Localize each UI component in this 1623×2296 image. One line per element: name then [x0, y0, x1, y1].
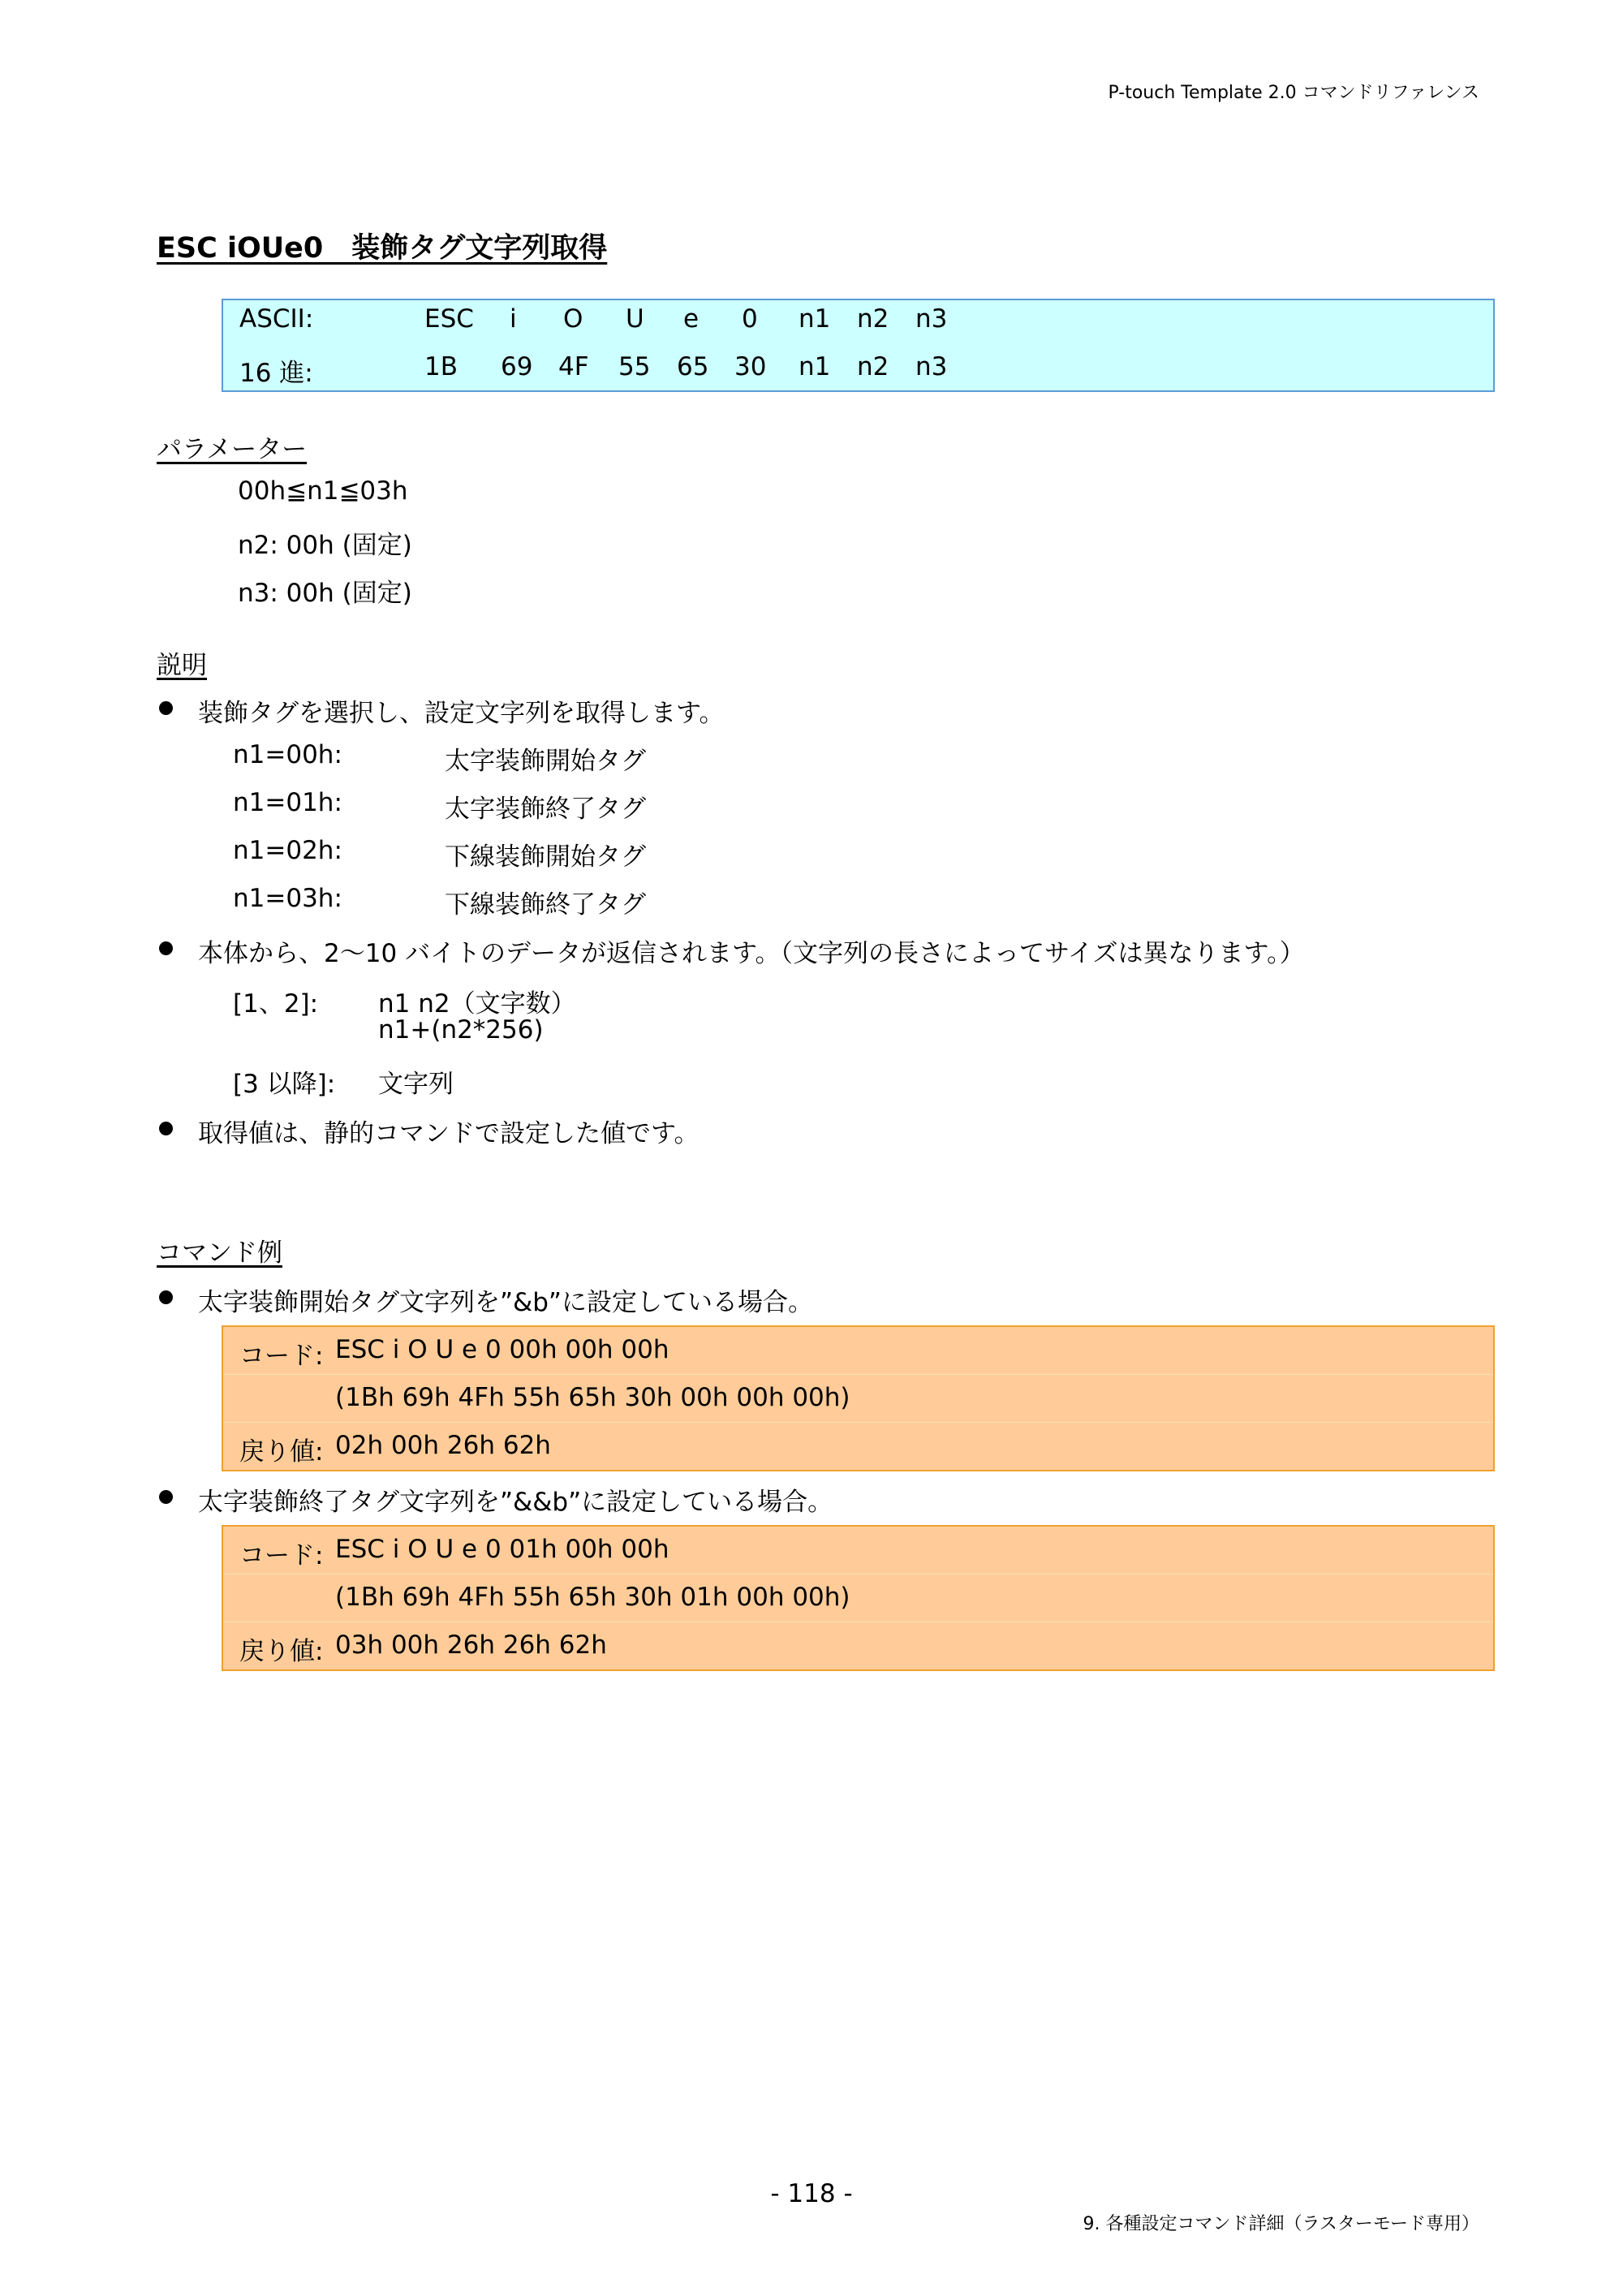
ascii-value: n3	[915, 304, 948, 334]
footer-section: 9. 各種設定コマンド詳細（ラスターモード専用）	[1083, 2214, 1479, 2234]
ascii-row	[239, 304, 1457, 337]
code-label: コード:	[239, 1342, 324, 1371]
examples-heading: コマンド例	[157, 1238, 282, 1268]
bullet-icon	[159, 1490, 173, 1504]
bullet-icon	[159, 941, 173, 955]
row-divider	[223, 1374, 1493, 1375]
command-syntax-box	[222, 299, 1495, 392]
hex-value: 69	[501, 352, 533, 381]
parameter-line: 00h≦n1≦03h	[238, 476, 408, 506]
option-value: 太字装飾終了タグ	[445, 795, 646, 824]
ascii-label: ASCII:	[239, 304, 314, 334]
description-bullet: 取得値は、静的コマンドで設定した値です。	[198, 1119, 700, 1148]
description-bullet: 本体から、2～10 バイトのデータが返信されます。（文字列の長さによってサイズは異なります。）	[198, 939, 1305, 968]
code-hex-value: (1Bh 69h 4Fh 55h 65h 30h 01h 00h 00h)	[335, 1583, 850, 1612]
return-value: 02h 00h 26h 62h	[335, 1431, 551, 1460]
byte-value: n1+(n2*256)	[378, 1015, 544, 1045]
bullet-icon	[159, 1290, 173, 1304]
hex-label: 16 進:	[239, 359, 313, 388]
ascii-value: n2	[857, 304, 889, 334]
option-value: 下線装飾開始タグ	[445, 842, 646, 872]
ascii-value: O	[563, 304, 583, 334]
option-key: n1=03h:	[233, 884, 342, 913]
ascii-value: n1	[799, 304, 831, 334]
example-box	[222, 1525, 1495, 1671]
ascii-value: U	[626, 304, 644, 334]
bullet-icon	[159, 1122, 173, 1135]
example-caption: 太字装飾終了タグ文字列を”&&b”に設定している場合。	[198, 1488, 833, 1517]
option-key: n1=00h:	[233, 740, 342, 769]
page-number: - 118 -	[770, 2179, 853, 2208]
byte-value: 文字列	[378, 1070, 454, 1099]
code-hex-value: (1Bh 69h 4Fh 55h 65h 30h 00h 00h 00h)	[335, 1383, 850, 1412]
example-box	[222, 1325, 1495, 1471]
row-divider	[223, 1422, 1493, 1423]
parameter-line: n3: 00h (固定)	[238, 579, 412, 608]
hex-value: n1	[799, 352, 831, 381]
page-title: ESC iOUe0 装飾タグ文字列取得	[157, 232, 608, 265]
ascii-value: i	[510, 304, 517, 334]
code-value: ESC i O U e 0 01h 00h 00h	[335, 1535, 669, 1564]
ascii-value: ESC	[424, 304, 474, 334]
byte-key: [1、2]:	[233, 989, 319, 1019]
ascii-value: e	[683, 304, 700, 334]
hex-row	[239, 352, 1457, 388]
example-caption: 太字装飾開始タグ文字列を”&b”に設定している場合。	[198, 1288, 813, 1317]
parameters-heading: パラメーター	[157, 435, 308, 464]
option-key: n1=02h:	[233, 836, 342, 865]
option-key: n1=01h:	[233, 788, 342, 817]
byte-key: [3 以降]:	[233, 1070, 336, 1099]
bullet-icon	[159, 701, 173, 715]
hex-value: 1B	[424, 352, 458, 381]
hex-value: n2	[857, 352, 889, 381]
description-heading: 説明	[157, 651, 207, 680]
byte-value: n1 n2（文字数）	[378, 989, 576, 1019]
return-label: 戻り値:	[239, 1637, 324, 1666]
description-bullet: 装飾タグを選択し、設定文字列を取得します。	[198, 699, 725, 728]
option-value: 太字装飾開始タグ	[445, 747, 646, 776]
hex-value: 30	[734, 352, 767, 381]
hex-value: 4F	[558, 352, 589, 381]
hex-value: 65	[677, 352, 709, 381]
option-value: 下線装飾終了タグ	[445, 890, 646, 920]
hex-value: n3	[915, 352, 948, 381]
ascii-value: 0	[742, 304, 758, 334]
code-label: コード:	[239, 1541, 324, 1570]
code-value: ESC i O U e 0 00h 00h 00h	[335, 1335, 669, 1364]
parameter-line: n2: 00h (固定)	[238, 531, 412, 560]
return-value: 03h 00h 26h 26h 62h	[335, 1630, 607, 1660]
hex-value: 55	[618, 352, 651, 381]
return-label: 戻り値:	[239, 1437, 324, 1467]
page-header: P-touch Template 2.0 コマンドリファレンス	[1108, 83, 1479, 103]
